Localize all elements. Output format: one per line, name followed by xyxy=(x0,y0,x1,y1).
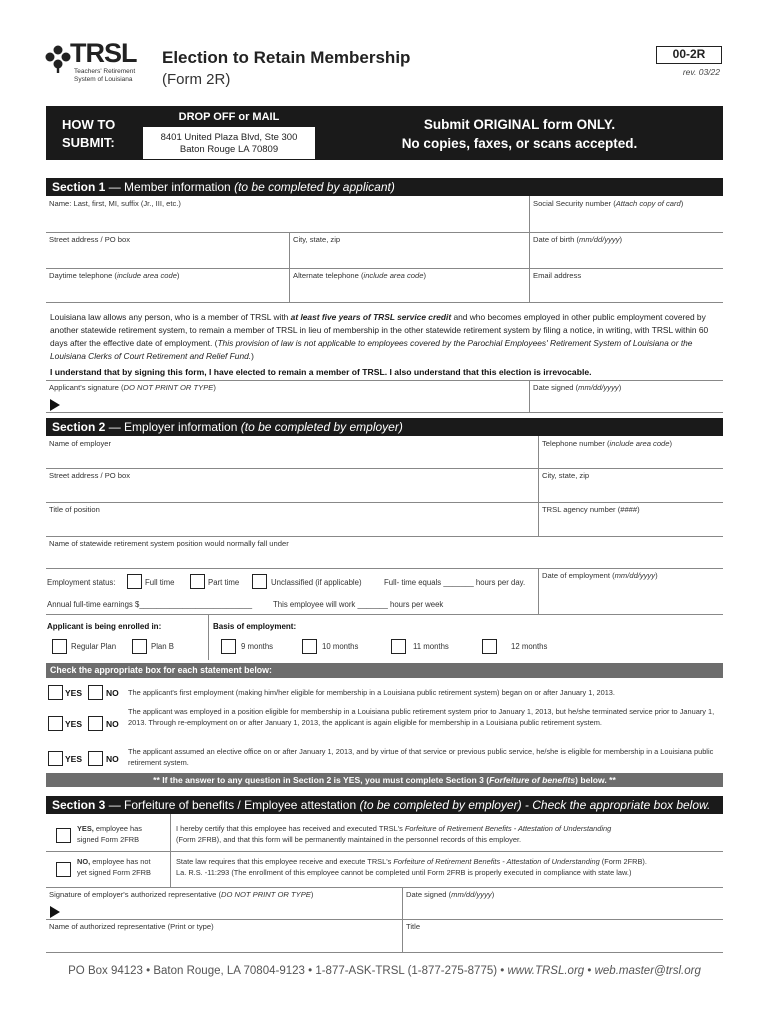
employment-status-label: Employment status: xyxy=(47,578,116,587)
email-link[interactable]: web.master@trsl.org xyxy=(594,965,701,977)
employer-date-field[interactable]: Date signed (mm/dd/yyyy) xyxy=(406,890,495,899)
drop-off-label: DROP OFF or MAIL xyxy=(143,107,315,127)
regular-plan-label: Regular Plan xyxy=(71,642,117,651)
enrolled-in-label: Applicant is being enrolled in: xyxy=(47,622,162,631)
twelve-months-checkbox[interactable] xyxy=(482,639,497,654)
footer-contact: PO Box 94123 • Baton Rouge, LA 70804-9123 • 1-877-ASK-TRSL (1-877-275-8775) • www.TRSL.org • web.master@trsl.org xyxy=(68,965,701,977)
employer-phone-field[interactable]: Telephone number (include area code) xyxy=(542,439,673,448)
agency-number-field[interactable]: TRSL agency number (####) xyxy=(542,505,640,514)
alternate-phone-field[interactable]: Alternate telephone (include area code) xyxy=(293,271,426,280)
section-3-required-note: ** If the answer to any question in Section 2 is YES, you must complete Section 3 (Forfeiture of benefits) below. ** xyxy=(46,773,723,787)
daytime-phone-field[interactable]: Daytime telephone (include area code) xyxy=(49,271,180,280)
hours-per-week-field[interactable]: This employee will work _______ hours per week xyxy=(273,600,444,609)
q2-no-label: NO xyxy=(106,719,119,729)
eleven-months-label: 11 months xyxy=(413,642,449,651)
applicant-date-field[interactable]: Date signed (mm/dd/yyyy) xyxy=(533,383,622,392)
section-1-header: Section 1 — Member information (to be completed by applicant) xyxy=(46,178,723,196)
question-1-text: The applicant's first employment (making him/her eligible for membership in a Louisiana public retirement system) began on or after January 1, 2013. xyxy=(128,688,615,697)
form-2frb-no-text: State law requires that this employee receive and execute TRSL's Forfeiture of Retirement Benefits - Attestation of Understanding (Form 2FRB). La. R.S. -11:293 (The enrollment of this employee cannot be completed until Form 2FRB is properly executed in compliance with state law.) xyxy=(176,857,647,877)
form-2frb-no-checkbox[interactable] xyxy=(56,862,71,877)
website-link[interactable]: www.TRSL.org xyxy=(507,965,585,977)
employer-signature-field[interactable]: Signature of employer's authorized representative (DO NOT PRINT OR TYPE) xyxy=(49,890,314,899)
member-name-field[interactable]: Name: Last, first, MI, suffix (Jr., III, etc.) xyxy=(49,199,181,208)
employer-sign-here-arrow-icon xyxy=(50,906,60,918)
mailing-address: 8401 United Plaza Blvd, Ste 300 Baton Rouge LA 70809 xyxy=(160,132,298,155)
eligibility-paragraph: Louisiana law allows any person, who is a member of TRSL with at least five years of TRSL service credit and who becomes employed in other public employment covered by another statewide retirement system, to remain a member of TRSL in lieu of membership in the other statewide retirement system by filing a notice, in writing, with TRSL within 60 days after the effective date of employment. (This provision of law is not applicable to employees covered by the Parochial Employees' Retirement System of Louisiana or the Louisiana Clerks of Court Retirement and Relief Fund.) xyxy=(50,312,709,361)
employer-city-field[interactable]: City, state, zip xyxy=(542,471,590,480)
applicant-signature-field[interactable]: Applicant's signature (DO NOT PRINT OR TYPE) xyxy=(49,383,216,392)
form-2frb-yes-text: I hereby certify that this employee has received and executed TRSL's Forfeiture of Retirement Benefits - Attestation of Understanding (Form 2FRB), and that this form will be permanently maintained in the personnel records of this employer. xyxy=(176,824,612,844)
member-city-field[interactable]: City, state, zip xyxy=(293,235,341,244)
full-time-label: Full time xyxy=(145,578,175,587)
part-time-label: Part time xyxy=(208,578,240,587)
plan-b-label: Plan B xyxy=(151,642,174,651)
form-2frb-no-label: NO, employee has not yet signed Form 2FRB xyxy=(77,857,151,877)
q3-no-label: NO xyxy=(106,754,119,764)
member-street-field[interactable]: Street address / PO box xyxy=(49,235,131,244)
sign-here-arrow-icon xyxy=(50,399,60,411)
ten-months-checkbox[interactable] xyxy=(302,639,317,654)
section-3-header: Section 3 — Forfeiture of benefits / Employee attestation (to be completed by employer) - Check the appropriate box below. xyxy=(46,796,723,814)
check-statements-bar: Check the appropriate box for each statement below: xyxy=(46,663,723,678)
revision-date: rev. 03/22 xyxy=(682,67,720,77)
mailing-address-box xyxy=(142,106,316,160)
nine-months-label: 9 months xyxy=(241,642,274,651)
q2-yes-label: YES xyxy=(65,719,83,729)
document-title: Election to Retain Membership xyxy=(162,48,411,67)
statewide-system-field[interactable]: Name of statewide retirement system position would normally fall under xyxy=(49,539,289,548)
q1-yes-checkbox[interactable] xyxy=(48,685,63,700)
full-time-checkbox[interactable] xyxy=(127,574,142,589)
plan-b-checkbox[interactable] xyxy=(132,639,147,654)
annual-earnings-field[interactable]: Annual full-time earnings $__________________________ xyxy=(47,600,253,609)
q3-no-checkbox[interactable] xyxy=(88,751,103,766)
employer-name-field[interactable]: Name of employer xyxy=(49,439,112,448)
q3-yes-checkbox[interactable] xyxy=(48,751,63,766)
form-2frb-yes-checkbox[interactable] xyxy=(56,828,71,843)
how-to-submit-label: HOW TO SUBMIT: xyxy=(46,106,142,160)
q1-no-label: NO xyxy=(106,688,119,698)
unclassified-label: Unclassified (if applicable) xyxy=(271,578,362,587)
q3-yes-label: YES xyxy=(65,754,83,764)
logo-wordmark: TRSL xyxy=(70,38,137,68)
form-number: 00-2R xyxy=(656,46,722,64)
q1-yes-label: YES xyxy=(65,688,83,698)
representative-name-field[interactable]: Name of authorized representative (Print or type) xyxy=(49,922,214,931)
email-field[interactable]: Email address xyxy=(533,271,582,280)
regular-plan-checkbox[interactable] xyxy=(52,639,67,654)
part-time-checkbox[interactable] xyxy=(190,574,205,589)
document-subtitle: (Form 2R) xyxy=(162,71,231,88)
question-3-text: The applicant assumed an elective office on or after January 1, 2013, and by virtue of that service or previous public service, he/she is eligible for membership in a Louisiana public retirement system. xyxy=(128,747,714,767)
employment-date-field[interactable]: Date of employment (mm/dd/yyyy) xyxy=(542,571,658,580)
question-2-text: The applicant was employed in a position eligible for membership in a Louisiana public retirement system prior to January 1, 2013, but he/she terminated service prior to January 1, 2013. Through re-employment on or after January 1, 2013, the applicant is again eligible for membership in a Louisiana public retirement system. xyxy=(128,707,715,727)
form-2frb-yes-label: YES, employee has signed Form 2FRB xyxy=(77,824,142,844)
leaf-emblem-icon xyxy=(44,44,72,74)
q2-yes-checkbox[interactable] xyxy=(48,716,63,731)
twelve-months-label: 12 months xyxy=(511,642,548,651)
election-statement: I understand that by signing this form, I have elected to remain a member of TRSL. I also understand that this election is irrevocable. xyxy=(50,367,592,377)
hours-per-day-field[interactable]: Full- time equals _______ hours per day. xyxy=(384,578,526,587)
q1-no-checkbox[interactable] xyxy=(88,685,103,700)
position-title-field[interactable]: Title of position xyxy=(49,505,100,514)
original-only-notice: Submit ORIGINAL form ONLY. No copies, faxes, or scans accepted. xyxy=(316,106,723,160)
eleven-months-checkbox[interactable] xyxy=(391,639,406,654)
logo-subtitle: Teachers' Retirement System of Louisiana xyxy=(74,68,136,83)
trsl-logo xyxy=(44,38,149,90)
representative-title-field[interactable]: Title xyxy=(406,922,421,931)
unclassified-checkbox[interactable] xyxy=(252,574,267,589)
employer-street-field[interactable]: Street address / PO box xyxy=(49,471,131,480)
section-2-header: Section 2 — Employer information (to be completed by employer) xyxy=(46,418,723,436)
q2-no-checkbox[interactable] xyxy=(88,716,103,731)
dob-field[interactable]: Date of birth (mm/dd/yyyy) xyxy=(533,235,623,244)
ten-months-label: 10 months xyxy=(322,642,359,651)
ssn-field[interactable]: Social Security number (Attach copy of card) xyxy=(533,199,684,208)
basis-of-employment-label: Basis of employment: xyxy=(213,622,297,631)
nine-months-checkbox[interactable] xyxy=(221,639,236,654)
